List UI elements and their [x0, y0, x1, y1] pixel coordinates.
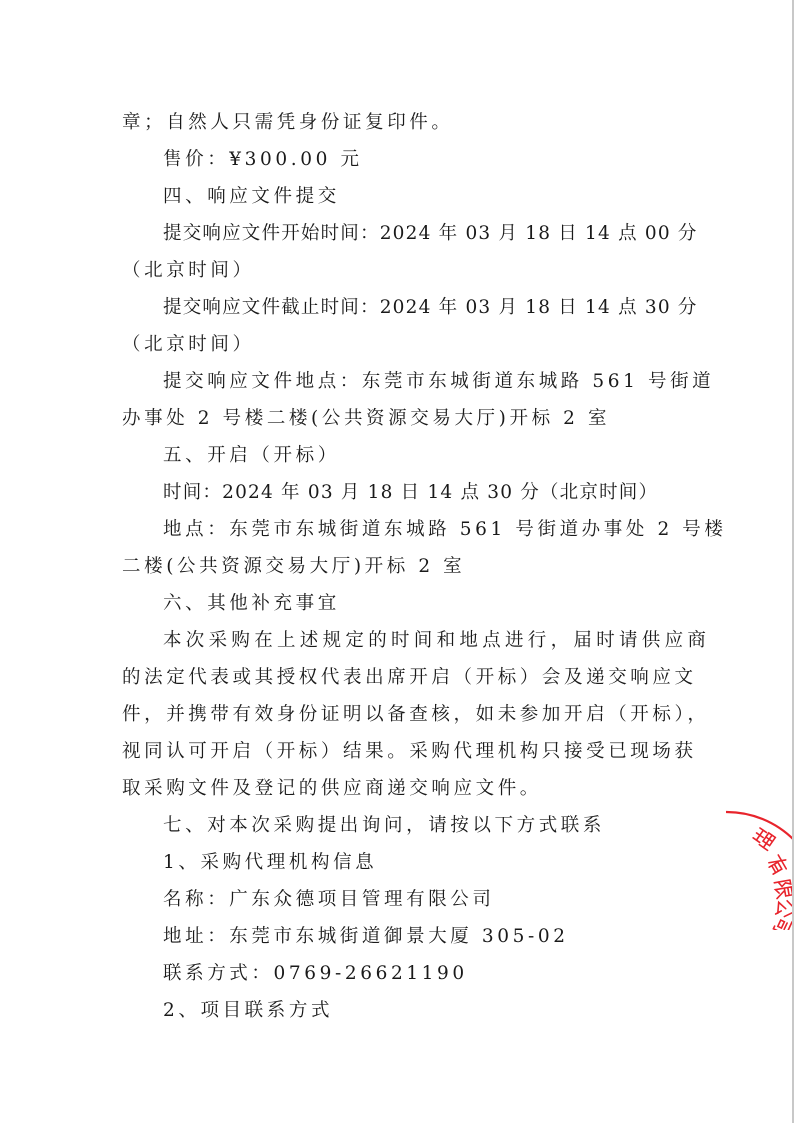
section-heading-7: 七、对本次采购提出询问，请按以下方式联系: [163, 815, 606, 836]
beijing-time-note-1: （北京时间）: [122, 260, 255, 281]
document-body: [122, 104, 727, 1029]
submission-location-cont: 办事处 2 号楼二楼(公共资源交易大厅)开标 2 室: [122, 408, 611, 429]
beijing-time-note-2: （北京时间）: [122, 334, 255, 355]
agency-info-heading: 1、采购代理机构信息: [163, 852, 378, 873]
submission-start-time: 提交响应文件开始时间：2024 年 03 月 18 日 14 点 00 分: [163, 223, 698, 244]
agency-phone: 联系方式：0769-26621190: [163, 963, 468, 984]
section-heading-5: 五、开启（开标）: [163, 445, 340, 466]
opening-location: 地点：东莞市东城街道东城路 561 号街道办事处 2 号楼: [163, 519, 727, 540]
section-heading-6: 六、其他补充事宜: [163, 593, 340, 614]
opening-location-cont: 二楼(公共资源交易大厅)开标 2 室: [122, 556, 466, 577]
seal-icon: [690, 780, 794, 930]
supplementary-paragraph-line-1: 本次采购在上述规定的时间和地点进行，届时请供应商: [163, 630, 711, 651]
project-contact-heading: 2、项目联系方式: [163, 1000, 334, 1021]
supplementary-paragraph-line-2: 的法定代表或其授权代表出席开启（开标）会及递交响应文: [122, 667, 697, 688]
submission-location: 提交响应文件地点：东莞市东城街道东城路 561 号街道: [163, 371, 715, 392]
opening-time: 时间：2024 年 03 月 18 日 14 点 30 分（北京时间）: [163, 482, 659, 503]
submission-deadline: 提交响应文件截止时间：2024 年 03 月 18 日 14 点 30 分: [163, 297, 698, 318]
supplementary-paragraph-line-3: 件，并携带有效身份证明以备查核，如未参加开启（开标），: [122, 704, 710, 725]
supplementary-paragraph-line-5: 取采购文件及登记的供应商递交响应文件。: [122, 778, 542, 799]
price-line: 售价：¥300.00 元: [163, 149, 363, 170]
supplementary-paragraph-line-4: 视同认可开启（开标）结果。采购代理机构只接受已现场获: [122, 741, 697, 762]
company-seal-stamp: [690, 780, 794, 930]
section-heading-4: 四、响应文件提交: [163, 186, 340, 207]
text-line-1: 章；自然人只需凭身份证复印件。: [122, 112, 454, 133]
agency-address: 地址：东莞市东城街道御景大厦 305-02: [163, 926, 569, 947]
agency-name: 名称：广东众德项目管理有限公司: [163, 889, 495, 910]
